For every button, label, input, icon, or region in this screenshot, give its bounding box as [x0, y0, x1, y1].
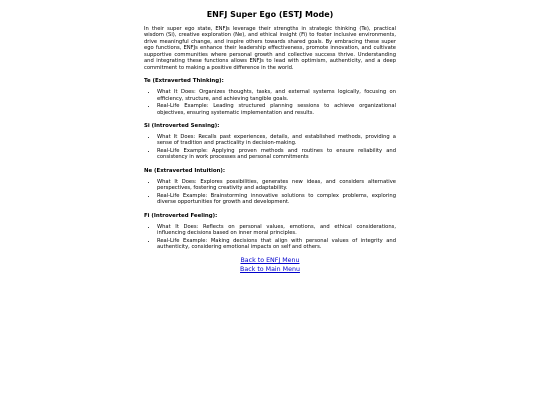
list-item: • Real-Life Example: Brainstorming innovative solutions to complex problems, exploring diverse opportunities for growth and development. [157, 193, 396, 206]
section-list-ne [144, 179, 396, 206]
nav-links [144, 257, 396, 274]
back-to-enfj-menu-link[interactable]: Back to ENFJ Menu [240, 257, 300, 265]
section-list-fi [144, 224, 396, 251]
list-item: • Real-Life Example: Applying proven methods and routines to ensure reliability and consistency in work processes and personal commitments [157, 148, 396, 161]
intro-paragraph: In their super ego state, ENFJs leverage their strengths in strategic thinking (Te), practical wisdom (Si), creative exploration (Ne), and ethical insight (Fi) to foster inclusive environments, drive meaningful change, and inspire others towards shared goals. By embracing these super ego functions, ENFJs enhance their leadership effectiveness, promote innovation, and cultivate supportive communities where personal growth and collective success thrive. Understanding and integrating these functions allows ENFJs to lead with optimism, authenticity, and a deep commitment to making a positive difference in the world. [144, 26, 396, 71]
section-list-si [144, 134, 396, 161]
back-to-main-menu-link[interactable]: Back to Main Menu [240, 265, 300, 273]
list-item: • What It Does: Recalls past experiences, details, and established methods, providing a sense of tradition and practicality in decision-making. [157, 134, 396, 147]
page-title: ENFJ Super Ego (ESTJ Mode) [206, 10, 334, 19]
list-item: • What It Does: Organizes thoughts, tasks, and external systems logically, focusing on efficiency, structure, and achieving tangible goals. [157, 89, 396, 102]
section-heading-fi: Fi (Introverted Feeling): [144, 212, 218, 219]
list-item: • Real-Life Example: Leading structured planning sessions to achieve organizational objectives, ensuring systematic implementation and results. [157, 103, 396, 116]
section-list-te [144, 89, 396, 116]
list-item: • What It Does: Explores possibilities, generates new ideas, and considers alternative perspectives, fostering creativity and adaptability. [157, 179, 396, 192]
list-item: • What It Does: Reflects on personal values, emotions, and ethical considerations, influencing decisions based on inner moral principles. [157, 224, 396, 237]
list-item: • Real-Life Example: Making decisions that align with personal values of integrity and authenticity, considering emotional impacts on self and others. [157, 238, 396, 251]
section-heading-ne: Ne (Extraverted Intuition): [144, 167, 226, 174]
section-heading-te: Te (Extraverted Thinking): [144, 78, 224, 85]
article [144, 10, 396, 274]
section-heading-si: Si (Introverted Sensing): [144, 122, 220, 129]
